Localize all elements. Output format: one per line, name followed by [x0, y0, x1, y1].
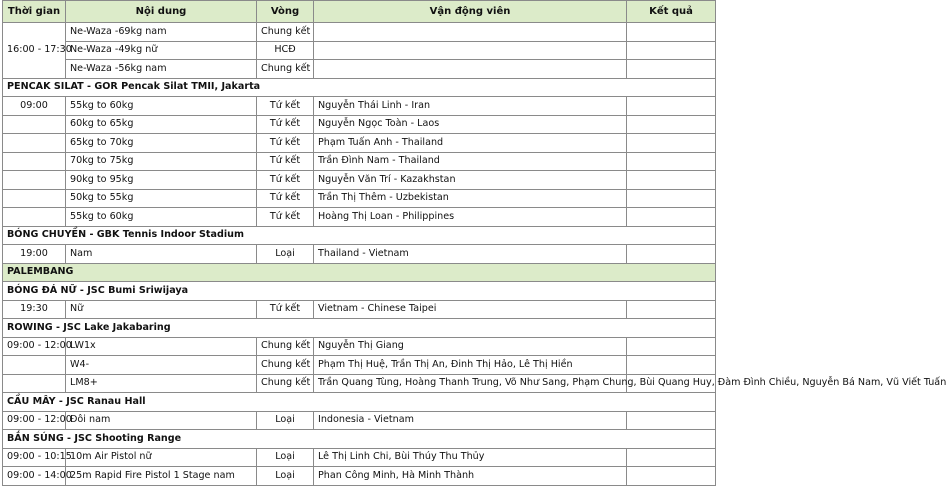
cell-athletes: Trần Quang Tùng, Hoàng Thanh Trung, Võ Như Sang, Phạm Chung, Bùi Quang Huy, Đàm Đình Chiều, Nguyễn Bá Nam, Vũ Viết Tuấn — [314, 374, 627, 393]
cell-round: Chung kết — [257, 23, 314, 42]
cell-time — [3, 115, 66, 134]
header-result: Kết quả — [627, 1, 716, 23]
cell-athletes: Nguyễn Văn Trí - Kazakhstan — [314, 171, 627, 190]
cell-result — [627, 411, 716, 430]
cell-round: HCĐ — [257, 41, 314, 60]
table-row — [3, 60, 716, 79]
cell-athletes: Trần Đình Nam - Thailand — [314, 152, 627, 171]
cell-time — [3, 152, 66, 171]
cell-time — [3, 134, 66, 153]
cell-round: Loại — [257, 411, 314, 430]
cell-result — [627, 448, 716, 467]
section-title: CẦU MÂY - JSC Ranau Hall — [3, 393, 716, 412]
cell-athletes: Phan Công Minh, Hà Minh Thành — [314, 467, 627, 486]
table-row — [3, 448, 716, 467]
cell-athletes: Phạm Tuấn Anh - Thailand — [314, 134, 627, 153]
cell-result — [627, 97, 716, 116]
section-title: PALEMBANG — [3, 263, 716, 282]
cell-content: 60kg to 65kg — [66, 115, 257, 134]
cell-athletes: Nguyễn Thái Linh - Iran — [314, 97, 627, 116]
cell-round: Tứ kết — [257, 208, 314, 227]
cell-result — [627, 189, 716, 208]
cell-athletes: Vietnam - Chinese Taipei — [314, 300, 627, 319]
cell-result — [627, 245, 716, 264]
cell-round: Tứ kết — [257, 171, 314, 190]
cell-athletes: Thailand - Vietnam — [314, 245, 627, 264]
cell-content: 55kg to 60kg — [66, 97, 257, 116]
cell-result — [627, 41, 716, 60]
section-header-shooting — [3, 430, 716, 449]
cell-content: Đôi nam — [66, 411, 257, 430]
cell-time: 09:00 - 12:00 — [3, 411, 66, 430]
cell-time: 09:00 - 14:00 — [3, 467, 66, 486]
header-round: Vòng — [257, 1, 314, 23]
cell-round: Chung kết — [257, 337, 314, 356]
cell-round: Chung kết — [257, 356, 314, 375]
cell-content: 25m Rapid Fire Pistol 1 Stage nam — [66, 467, 257, 486]
section-header-palembang — [3, 263, 716, 282]
cell-result — [627, 60, 716, 79]
cell-result — [627, 171, 716, 190]
section-title: ROWING - JSC Lake Jakabaring — [3, 319, 716, 338]
cell-result — [627, 208, 716, 227]
cell-round: Loại — [257, 467, 314, 486]
cell-content: LW1x — [66, 337, 257, 356]
table-row — [3, 467, 716, 486]
cell-athletes — [314, 23, 627, 42]
table-row — [3, 356, 716, 375]
cell-content: 50kg to 55kg — [66, 189, 257, 208]
section-title: BÓNG ĐÁ NỮ - JSC Bumi Sriwijaya — [3, 282, 716, 301]
cell-content: Ne-Waza -69kg nam — [66, 23, 257, 42]
cell-athletes: Indonesia - Vietnam — [314, 411, 627, 430]
cell-round: Tứ kết — [257, 152, 314, 171]
cell-round: Tứ kết — [257, 300, 314, 319]
section-header-womens-football — [3, 282, 716, 301]
section-header-pencak-silat — [3, 78, 716, 97]
table-row — [3, 41, 716, 60]
cell-result — [627, 467, 716, 486]
header-athletes: Vận động viên — [314, 1, 627, 23]
cell-time: 09:00 - 10:15 — [3, 448, 66, 467]
cell-result — [627, 134, 716, 153]
cell-athletes: Phạm Thị Huệ, Trần Thị An, Đinh Thị Hảo, Lê Thị Hiền — [314, 356, 627, 375]
cell-athletes — [314, 60, 627, 79]
header-time: Thời gian — [3, 1, 66, 23]
header-row — [3, 1, 716, 23]
cell-content: 90kg to 95kg — [66, 171, 257, 190]
cell-content: LM8+ — [66, 374, 257, 393]
section-title: BÓNG CHUYỀN - GBK Tennis Indoor Stadium — [3, 226, 716, 245]
cell-round: Loại — [257, 448, 314, 467]
table-row — [3, 411, 716, 430]
cell-time — [3, 356, 66, 375]
cell-athletes — [314, 41, 627, 60]
cell-time: 19:30 — [3, 300, 66, 319]
table-row — [3, 208, 716, 227]
section-header-volleyball — [3, 226, 716, 245]
section-title: BẮN SÚNG - JSC Shooting Range — [3, 430, 716, 449]
table-row — [3, 374, 716, 393]
table-row — [3, 337, 716, 356]
cell-result — [627, 152, 716, 171]
cell-round: Loại — [257, 245, 314, 264]
cell-content: 65kg to 70kg — [66, 134, 257, 153]
cell-round: Tứ kết — [257, 134, 314, 153]
cell-round: Tứ kết — [257, 97, 314, 116]
cell-result — [627, 23, 716, 42]
cell-content: Nữ — [66, 300, 257, 319]
cell-result — [627, 356, 716, 375]
table-row — [3, 171, 716, 190]
section-header-sepak-takraw — [3, 393, 716, 412]
cell-content: Nam — [66, 245, 257, 264]
cell-round: Tứ kết — [257, 115, 314, 134]
cell-result — [627, 115, 716, 134]
table-row — [3, 189, 716, 208]
table-row — [3, 152, 716, 171]
table-row — [3, 134, 716, 153]
cell-athletes: Hoàng Thị Loan - Philippines — [314, 208, 627, 227]
cell-athletes: Nguyễn Ngọc Toàn - Laos — [314, 115, 627, 134]
table-row — [3, 245, 716, 264]
cell-time: 09:00 — [3, 97, 66, 116]
table-row — [3, 23, 716, 42]
header-content: Nội dung — [66, 1, 257, 23]
cell-time — [3, 171, 66, 190]
cell-time — [3, 374, 66, 393]
cell-time: 09:00 - 12:00 — [3, 337, 66, 356]
section-title: PENCAK SILAT - GOR Pencak Silat TMII, Jakarta — [3, 78, 716, 97]
cell-content: Ne-Waza -56kg nam — [66, 60, 257, 79]
cell-round: Chung kết — [257, 60, 314, 79]
cell-result — [627, 300, 716, 319]
cell-time: 19:00 — [3, 245, 66, 264]
cell-content: 10m Air Pistol nữ — [66, 448, 257, 467]
cell-athletes: Nguyễn Thị Giang — [314, 337, 627, 356]
cell-athletes: Lê Thị Linh Chi, Bùi Thúy Thu Thủy — [314, 448, 627, 467]
schedule-table — [2, 0, 946, 486]
cell-round: Chung kết — [257, 374, 314, 393]
section-header-rowing — [3, 319, 716, 338]
cell-round: Tứ kết — [257, 189, 314, 208]
table-row — [3, 115, 716, 134]
cell-content: Ne-Waza -49kg nữ — [66, 41, 257, 60]
cell-time — [3, 189, 66, 208]
cell-content: 55kg to 60kg — [66, 208, 257, 227]
cell-athletes: Trần Thị Thêm - Uzbekistan — [314, 189, 627, 208]
table-row — [3, 300, 716, 319]
cell-time: 16:00 - 17:30 — [3, 23, 66, 79]
table-row — [3, 97, 716, 116]
cell-result — [627, 337, 716, 356]
cell-time — [3, 208, 66, 227]
cell-content: 70kg to 75kg — [66, 152, 257, 171]
cell-content: W4- — [66, 356, 257, 375]
